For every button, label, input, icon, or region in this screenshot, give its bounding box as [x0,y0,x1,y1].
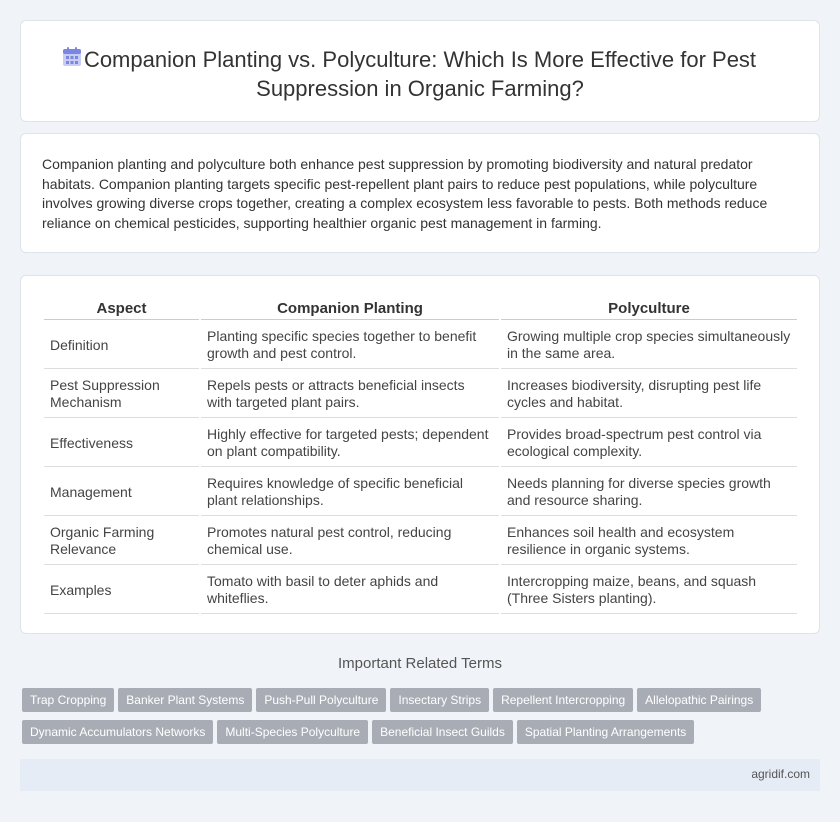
term-tag[interactable]: Beneficial Insect Guilds [372,720,513,744]
term-tag[interactable]: Trap Cropping [22,688,114,712]
aspect-cell: Organic Farming Relevance [44,518,199,565]
polyculture-cell: Growing multiple crop species simultaneously in the same area. [501,322,797,369]
table-row [44,322,797,369]
comparison-table [42,296,799,616]
header-polyculture: Polyculture [501,298,797,320]
polyculture-cell: Enhances soil health and ecosystem resilience in organic systems. [501,518,797,565]
table-row [44,371,797,418]
term-tag[interactable]: Repellent Intercropping [493,688,633,712]
term-tag[interactable]: Insectary Strips [390,688,489,712]
table-header-row [44,298,797,320]
comparison-table-card [20,275,820,634]
header-companion-planting: Companion Planting [201,298,499,320]
footer [20,759,820,791]
companion-cell: Highly effective for targeted pests; dependent on plant compatibility. [201,420,499,467]
aspect-cell: Effectiveness [44,420,199,467]
term-tag[interactable]: Push-Pull Polyculture [256,688,386,712]
term-tag[interactable]: Dynamic Accumulators Networks [22,720,213,744]
intro-paragraph: Companion planting and polyculture both enhance pest suppression by promoting biodiversity and natural predator habitats. Companion planting targets specific pest-repellent plant pairs to reduce pest populations, while polyculture involves growing diverse crops together, creating a complex ecosystem less favorable to pests. Both methods reduce reliance on chemical pesticides, supporting healthier organic pest management in farming. [42,156,768,231]
polyculture-cell: Provides broad-spectrum pest control via ecological complexity. [501,420,797,467]
aspect-cell: Pest Suppression Mechanism [44,371,199,418]
title-card [20,20,820,122]
polyculture-cell: Increases biodiversity, disrupting pest life cycles and habitat. [501,371,797,418]
related-terms-list [22,688,822,752]
polyculture-cell: Intercropping maize, beans, and squash (Three Sisters planting). [501,567,797,614]
term-tag[interactable]: Spatial Planting Arrangements [517,720,694,744]
term-tag[interactable]: Banker Plant Systems [118,688,252,712]
term-tag[interactable]: Multi-Species Polyculture [217,720,368,744]
companion-cell: Tomato with basil to deter aphids and whiteflies. [201,567,499,614]
companion-cell: Repels pests or attracts beneficial insects with targeted plant pairs. [201,371,499,418]
table-row [44,469,797,516]
related-terms-heading: Important Related Terms [338,655,502,672]
table-row [44,518,797,565]
aspect-cell: Management [44,469,199,516]
companion-cell: Planting specific species together to benefit growth and pest control. [201,322,499,369]
aspect-cell: Definition [44,322,199,369]
footer-site-link[interactable]: agridif.com [751,767,810,781]
table-row [44,420,797,467]
aspect-cell: Examples [44,567,199,614]
intro-card [20,133,820,253]
page-title: Companion Planting vs. Polyculture: Which Is More Effective for Pest Suppression in Organic Farming? [83,47,757,101]
polyculture-cell: Needs planning for diverse species growth and resource sharing. [501,469,797,516]
term-tag[interactable]: Allelopathic Pairings [637,688,761,712]
header-aspect: Aspect [44,298,199,320]
table-row [44,567,797,614]
companion-cell: Promotes natural pest control, reducing chemical use. [201,518,499,565]
companion-cell: Requires knowledge of specific beneficial plant relationships. [201,469,499,516]
